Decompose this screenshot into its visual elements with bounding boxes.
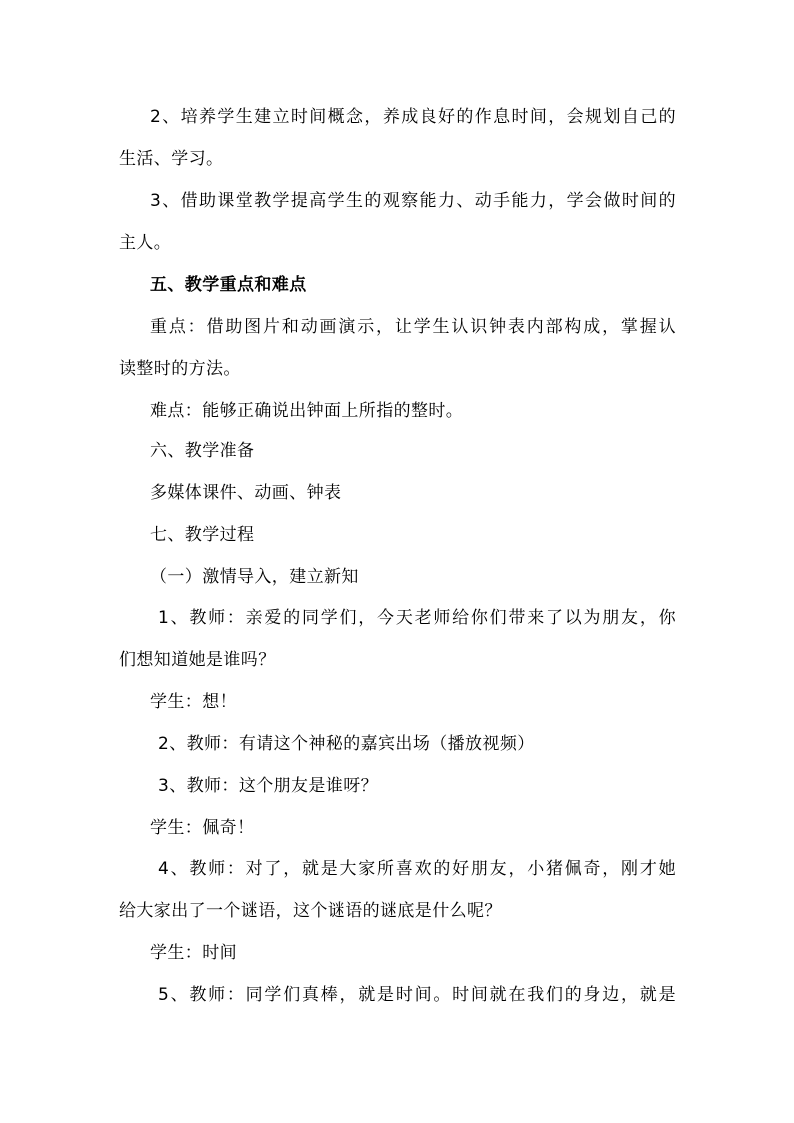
paragraph-key-point-line-1: 重点：借助图片和动画演示，让学生认识钟表内部构成，掌握认 [150, 317, 676, 337]
paragraph-goal-2-line-2: 生活、学习。 [119, 149, 224, 169]
paragraph-goal-2-line-1: 2、培养学生建立时间概念，养成良好的作息时间，会规划自己的 [150, 107, 676, 127]
dialogue-student-2: 学生：佩奇！ [150, 818, 255, 838]
dialogue-student-3: 学生：时间 [150, 943, 237, 963]
dialogue-teacher-1-line-1: 1、教师：亲爱的同学们，今天老师给你们带来了以为朋友，你 [158, 608, 676, 628]
section-heading-preparation: 六、教学准备 [150, 441, 255, 461]
section-heading-process: 七、教学过程 [150, 525, 255, 545]
subsection-heading-intro: （一）激情导入，建立新知 [150, 567, 359, 587]
dialogue-teacher-2: 2、教师：有请这个神秘的嘉宾出场（播放视频） [158, 734, 535, 754]
paragraph-preparation-materials: 多媒体课件、动画、钟表 [150, 483, 342, 503]
dialogue-teacher-4-line-2: 给大家出了一个谜语，这个谜语的谜底是什么呢？ [119, 901, 502, 921]
paragraph-goal-3-line-2: 主人。 [119, 233, 172, 253]
dialogue-teacher-3: 3、教师：这个朋友是谁呀？ [158, 776, 379, 796]
dialogue-student-1: 学生：想！ [150, 692, 237, 712]
dialogue-teacher-1-line-2: 们想知道她是谁吗？ [119, 650, 276, 670]
paragraph-goal-3-line-1: 3、借助课堂教学提高学生的观察能力、动手能力，学会做时间的 [150, 191, 676, 211]
dialogue-teacher-5-line-1: 5、教师：同学们真棒，就是时间。时间就在我们的身边，就是 [158, 985, 676, 1005]
section-heading-key-points: 五、教学重点和难点 [150, 275, 307, 295]
paragraph-difficult-point: 难点：能够正确说出钟面上所指的整时。 [150, 401, 464, 421]
paragraph-key-point-line-2: 读整时的方法。 [119, 359, 241, 379]
dialogue-teacher-4-line-1: 4、教师：对了，就是大家所喜欢的好朋友，小猪佩奇，刚才她 [158, 859, 676, 879]
